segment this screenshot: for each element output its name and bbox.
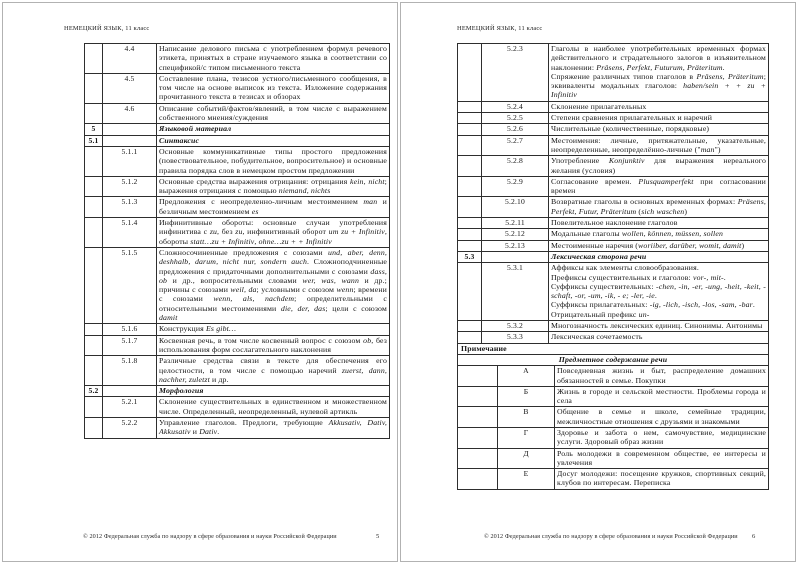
section-number-cell xyxy=(85,103,103,124)
item-number-cell: 4.6 xyxy=(103,103,157,124)
item-text-cell: Предложения с неопределенно-личным местоимением man и безличным местоимением es xyxy=(157,197,390,218)
table-row xyxy=(85,124,390,135)
section-number-cell xyxy=(85,247,103,323)
table-row xyxy=(458,332,769,343)
item-text-cell: Возвратные глаголы в основных временных формах: Präsens, Perfekt, Futur, Präteritum (sich waschen) xyxy=(549,197,769,218)
item-number-cell: 5.1.2 xyxy=(103,176,157,197)
section-number-cell xyxy=(85,335,103,356)
section-number-cell xyxy=(85,397,103,418)
right-table-wrap xyxy=(457,43,769,490)
item-number-cell xyxy=(103,124,157,135)
item-number-cell: 5.2.11 xyxy=(482,218,549,229)
content-table-right xyxy=(457,43,769,344)
section-number-cell xyxy=(458,229,482,240)
left-table-wrap xyxy=(84,43,390,439)
page-number: 5 xyxy=(376,533,380,540)
item-number-cell: Е xyxy=(498,469,555,490)
section-number-cell xyxy=(85,324,103,335)
item-text-cell: Лексическая сочетаемость xyxy=(549,332,769,343)
item-number-cell: 5.2.1 xyxy=(103,397,157,418)
item-number-cell: 5.1.8 xyxy=(103,356,157,386)
item-number-cell: 5.2.2 xyxy=(103,417,157,438)
item-number-cell: 5.1.5 xyxy=(103,247,157,323)
table-row xyxy=(458,101,769,112)
table-row xyxy=(85,397,390,418)
section-number-cell xyxy=(85,176,103,197)
item-text-cell: Описание событий/фактов/явлений, в том числе с выражением собственного мнения/суждения xyxy=(157,103,390,124)
section-number-cell xyxy=(85,146,103,176)
section-number-cell xyxy=(85,73,103,103)
section-number-cell xyxy=(458,156,482,177)
table-row xyxy=(458,124,769,135)
subject-content-table xyxy=(457,343,769,490)
section-number-cell: 5 xyxy=(85,124,103,135)
item-number-cell xyxy=(103,386,157,397)
item-number-cell: 5.2.3 xyxy=(482,44,549,102)
item-text-cell: Сложносочиненные предложения с союзами und, aber, denn, deshhalb, darum, nicht nur, sondern auch. Сложноподчиненные предложения с придаточными дополнительными с союзами dass, ob и др., вопросительными словами wer, was, wann и др.; причины с союзами weil, da; условными с союзом wenn; времени с союзами wenn, als, nachdem; определительными с относительными местоимениями die, der, das; цели с союзом damit xyxy=(157,247,390,323)
table-row xyxy=(85,218,390,248)
table-row xyxy=(458,407,769,428)
section-number-cell xyxy=(458,197,482,218)
item-number-cell: 5.3.1 xyxy=(482,263,549,321)
item-text-cell: Повелительное наклонение глаголов xyxy=(549,218,769,229)
item-text-cell: Роль молодежи в современном обществе, ее интересы и увлечения xyxy=(555,448,769,469)
item-number-cell: 5.2.8 xyxy=(482,156,549,177)
item-text-cell: Здоровье и забота о нем, самочувствие, медицинские услуги. Здоровый образ жизни xyxy=(555,427,769,448)
item-number-cell: 5.2.5 xyxy=(482,113,549,124)
item-text-cell: Жизнь в городе и сельской местности. Проблемы города и села xyxy=(555,386,769,407)
section-number-cell xyxy=(458,218,482,229)
table-row xyxy=(458,263,769,321)
item-text-cell: Многозначность лексических единиц. Синонимы. Антонимы xyxy=(549,321,769,332)
section-number-cell xyxy=(85,356,103,386)
item-number-cell: 5.2.9 xyxy=(482,176,549,197)
note-cell: Примечание xyxy=(458,343,769,354)
item-text-cell: Синтаксис xyxy=(157,135,390,146)
item-number-cell: 5.2.13 xyxy=(482,240,549,251)
table-row xyxy=(85,73,390,103)
item-text-cell: Инфинитивные обороты: основные случаи употребления инфинитива с zu, без zu, инфинитивный оборот um zu + Infinitiv, обороты statt…zu + Infinitiv, ohne…zu + + Infinitiv xyxy=(157,218,390,248)
item-number-cell: Б xyxy=(498,386,555,407)
table-row xyxy=(85,146,390,176)
section-number-cell xyxy=(85,197,103,218)
item-text-cell: Морфология xyxy=(157,386,390,397)
table-row xyxy=(458,176,769,197)
section-number-cell xyxy=(458,113,482,124)
page-footer: © 2012 Федеральная служба по надзору в сфере образования и науки Российской Федерации xyxy=(83,533,337,540)
section-number-cell xyxy=(458,469,498,490)
table-row xyxy=(458,44,769,102)
item-number-cell: Г xyxy=(498,427,555,448)
table-row xyxy=(458,354,769,365)
table-row xyxy=(458,229,769,240)
item-text-cell: Различные средства связи в тексте для обеспечения его целостности, в том числе с помощью наречий zuerst, dann, nachher, zuletzt и др. xyxy=(157,356,390,386)
table-row xyxy=(85,335,390,356)
item-text-cell: Написание делового письма с употреблением формул речевого этикета, принятых в стране изучаемого языка в соответствии со спецификой/с типом письменного текста xyxy=(157,44,390,74)
item-number-cell: 4.5 xyxy=(103,73,157,103)
table-row xyxy=(85,103,390,124)
item-number-cell: А xyxy=(498,366,555,387)
item-text-cell: Основные средства выражения отрицания: отрицания kein, nicht; выражения отрицания с помощью niemand, nichts xyxy=(157,176,390,197)
page-number: 6 xyxy=(752,533,756,540)
table-row xyxy=(85,197,390,218)
table-row xyxy=(458,386,769,407)
item-number-cell xyxy=(482,251,549,262)
page-right xyxy=(400,2,796,562)
item-number-cell: 5.2.10 xyxy=(482,197,549,218)
section-number-cell xyxy=(458,124,482,135)
item-text-cell: Употребление Konjunktiv для выражения нереального желания (условия) xyxy=(549,156,769,177)
item-number-cell: 5.1.7 xyxy=(103,335,157,356)
item-text-cell: Досуг молодежи: посещение кружков, спортивных секций, клубов по интересам. Переписка xyxy=(555,469,769,490)
table-row xyxy=(458,240,769,251)
item-number-cell: Д xyxy=(498,448,555,469)
item-number-cell xyxy=(103,135,157,146)
item-number-cell: 5.3.3 xyxy=(482,332,549,343)
section-number-cell xyxy=(458,176,482,197)
section-number-cell xyxy=(458,448,498,469)
item-text-cell: Числительные (количественные, порядковые) xyxy=(549,124,769,135)
table-row xyxy=(85,44,390,74)
table-row xyxy=(458,469,769,490)
item-text-cell: Степени сравнения прилагательных и наречий xyxy=(549,113,769,124)
item-text-cell: Повседневная жизнь и быт, распределение домашних обязанностей в семье. Покупки xyxy=(555,366,769,387)
item-text-cell: Глаголы в наиболее употребительных временных формах действительного и страдательного залогов в изъявительном наклонении: Präsens, Perfekt, Futurum, Präteritum. Спряжение различных типов глаголов в Präsens, Präteritum; эквиваленты модальных глаголов: haben/sein + + zu + Infinitiv xyxy=(549,44,769,102)
page-footer: © 2012 Федеральная служба по надзору в сфере образования и науки Российской Федерации xyxy=(484,533,738,540)
section-number-cell xyxy=(458,386,498,407)
item-text-cell: Лексическая сторона речи xyxy=(549,251,769,262)
page-header: НЕМЕЦКИЙ ЯЗЫК, 11 класс xyxy=(457,25,543,32)
section-number-cell: 5.2 xyxy=(85,386,103,397)
item-number-cell: 5.2.7 xyxy=(482,135,549,156)
table-row xyxy=(85,135,390,146)
table-row xyxy=(458,321,769,332)
table-row xyxy=(458,427,769,448)
item-text-cell: Склонение существительных в единственном и множественном числе. Определенный, неопределенный, нулевой артикль xyxy=(157,397,390,418)
item-number-cell: 5.3.2 xyxy=(482,321,549,332)
section-number-cell xyxy=(85,44,103,74)
table-row xyxy=(85,417,390,438)
table-row xyxy=(85,176,390,197)
item-text-cell: Местоимения: личные, притяжательные, указательные, неопределенные, неопределённо-личные ("man") xyxy=(549,135,769,156)
table-row xyxy=(458,197,769,218)
item-text-cell: Склонение прилагательных xyxy=(549,101,769,112)
table-row xyxy=(458,113,769,124)
item-number-cell: 4.4 xyxy=(103,44,157,74)
table-row xyxy=(458,135,769,156)
page-header: НЕМЕЦКИЙ ЯЗЫК, 11 класс xyxy=(64,25,150,32)
table-row xyxy=(458,366,769,387)
item-text-cell: Конструкция Es gibt… xyxy=(157,324,390,335)
section-number-cell xyxy=(458,44,482,102)
section-heading-cell: Предметное содержание речи xyxy=(458,354,769,365)
section-number-cell xyxy=(458,321,482,332)
item-number-cell: 5.2.12 xyxy=(482,229,549,240)
section-number-cell xyxy=(458,366,498,387)
table-row xyxy=(458,448,769,469)
section-number-cell xyxy=(458,135,482,156)
item-number-cell: 5.1.1 xyxy=(103,146,157,176)
section-number-cell: 5.3 xyxy=(458,251,482,262)
section-number-cell xyxy=(458,427,498,448)
item-number-cell: 5.2.4 xyxy=(482,101,549,112)
table-row xyxy=(85,324,390,335)
table-row xyxy=(85,356,390,386)
item-number-cell: 5.1.4 xyxy=(103,218,157,248)
page-left xyxy=(2,2,398,562)
item-text-cell: Составление плана, тезисов устного/письменного сообщения, в том числе на основе выписок из текста. Изложение содержания прочитанного текста в тезисах и обзорах xyxy=(157,73,390,103)
item-text-cell: Аффиксы как элементы словообразования. Префиксы существительных и глаголов: vor-, mit-. Суффиксы существительных: -chen, -in, -er, -ung, -heit, -keit, -schaft, -or, -um, -ik, - e; -ler, -ie. Суффиксы прилагательных: -ig, -lich, -isch, -los, -sam, -bar. Отрицательный префикс un- xyxy=(549,263,769,321)
item-text-cell: Согласование времен. Plusquamperfekt при согласовании времен xyxy=(549,176,769,197)
table-row xyxy=(85,247,390,323)
content-table-left xyxy=(84,43,390,439)
table-row xyxy=(458,251,769,262)
table-row xyxy=(458,156,769,177)
item-text-cell: Языковой материал xyxy=(157,124,390,135)
item-text-cell: Основные коммуникативные типы простого предложения (повествовательное, побудительное, вопросительное) и основные правила порядка слов в немецком простом предложении xyxy=(157,146,390,176)
section-number-cell xyxy=(458,240,482,251)
table-row xyxy=(458,218,769,229)
section-number-cell xyxy=(85,218,103,248)
item-number-cell: 5.1.6 xyxy=(103,324,157,335)
item-text-cell: Местоименные наречия (woriiber, darüber, womit, damit) xyxy=(549,240,769,251)
item-text-cell: Косвенная речь, в том числе косвенный вопрос с союзом ob, без использования форм сослагательного наклонения xyxy=(157,335,390,356)
item-number-cell: В xyxy=(498,407,555,428)
section-number-cell xyxy=(458,101,482,112)
section-number-cell xyxy=(85,417,103,438)
item-text-cell: Общение в семье и школе, семейные традиции, межличностные отношения с друзьями и знакомыми xyxy=(555,407,769,428)
section-number-cell xyxy=(458,263,482,321)
section-number-cell: 5.1 xyxy=(85,135,103,146)
section-number-cell xyxy=(458,407,498,428)
table-row xyxy=(458,343,769,354)
section-number-cell xyxy=(458,332,482,343)
table-row xyxy=(85,386,390,397)
item-number-cell: 5.2.6 xyxy=(482,124,549,135)
item-text-cell: Модальные глаголы wollen, können, müssen, sollen xyxy=(549,229,769,240)
item-number-cell: 5.1.3 xyxy=(103,197,157,218)
item-text-cell: Управление глаголов. Предлоги, требующие Akkusativ, Dativ, Akkusativ и Dativ. xyxy=(157,417,390,438)
